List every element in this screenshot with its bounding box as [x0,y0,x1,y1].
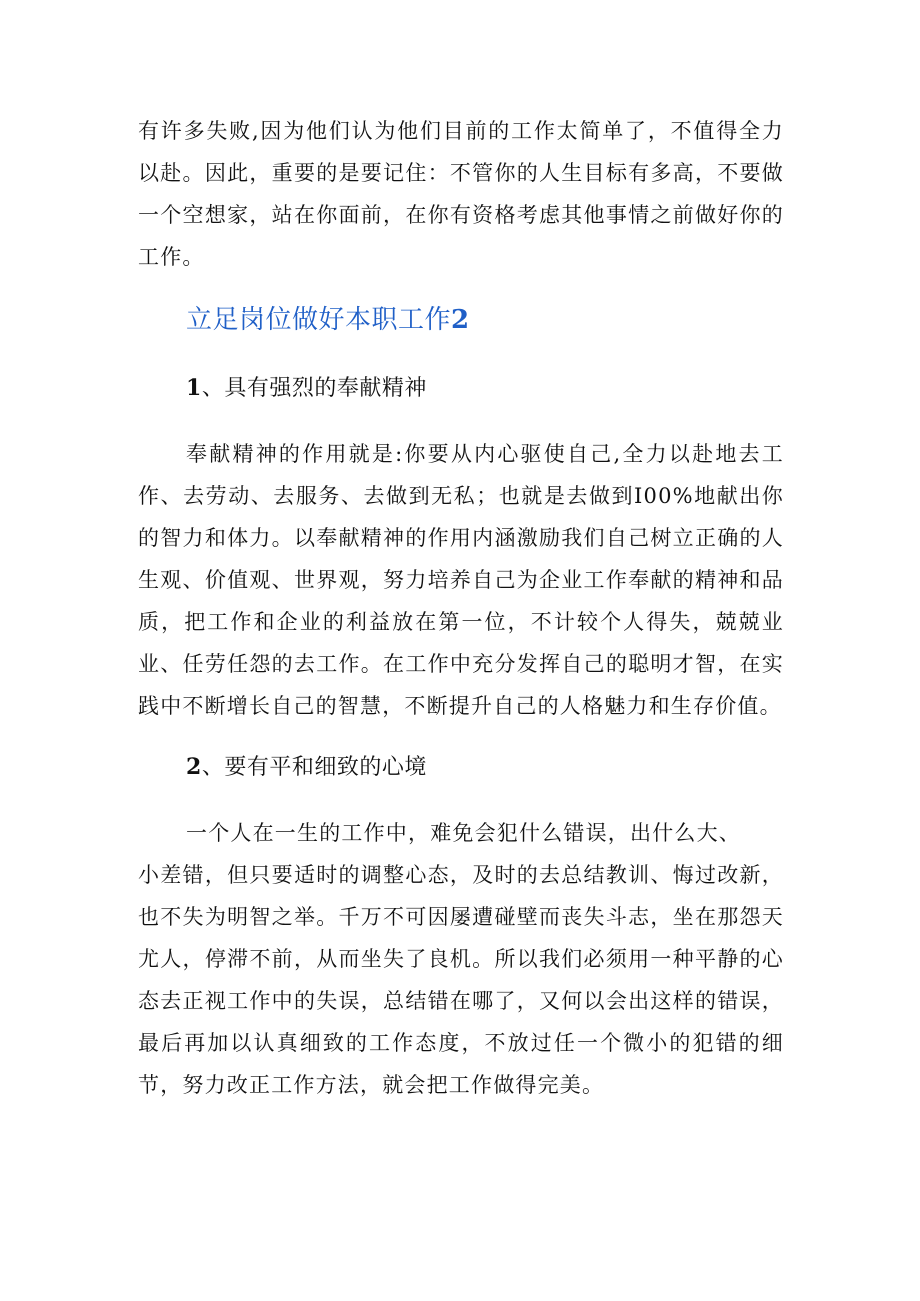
paragraph-intro-continuation: 有许多失败,因为他们认为他们目前的工作太简单了，不值得全力以赴。因此，重要的是要记住：不管你的人生目标有多高，不要做一个空想家，站在你面前，在你有资格考虑其他事情之前做好你的工作。 [138,119,784,269]
document-body [138,110,784,1106]
subheading-calm-mind [186,745,784,790]
subheading-text: 、要有平和细致的心境 [201,754,427,780]
subheading-number: 1 [186,374,202,401]
subheading-dedication [186,366,784,411]
paragraph-calm-mind: 小差错，但只要适时的调整心态，及时的去总结教训、悔过改新，也不失为明智之举。千万不可因屡遭碰壁而丧失斗志，坐在那怨天尤人，停滞不前，从而坐失了良机。所以我们必须用一种平静的心态去正视工作中的失误，总结错在哪了，又何以会出这样的错误，最后再加以认真细致的工作态度，不放过任一个微小的犯错的细节，努力改正工作方法，就会把工作做得完美。 [138,862,784,1097]
paragraph-dedication: 奉献精神的作用就是:你要从内心驱使自己,全力以赴地去工作、去劳动、去服务、去做到无私；也就是去做到I00%地献出你的智力和体力。以奉献精神的作用内涵激励我们自己树立正确的人生观、价值观、世界观，努力培养自己为企业工作奉献的精神和品质，把工作和企业的利益放在第一位，不计较个人得失，兢兢业业、任劳任怨的去工作。在工作中充分发挥自己的聪明才智，在实践中不断增长自己的智慧，不断提升自己的人格魅力和生存价值。 [138,441,784,718]
subheading-text: 、具有强烈的奉献精神 [201,375,427,401]
section-title-number: 2 [451,305,470,335]
section-title-text: 立足岗位做好本职工作 [186,305,452,335]
paragraph-calm-mind-line1: 一个人在一生的工作中，难免会犯什么错误，出什么大、 [186,820,741,845]
section-title [186,296,784,344]
subheading-number: 2 [186,753,202,780]
